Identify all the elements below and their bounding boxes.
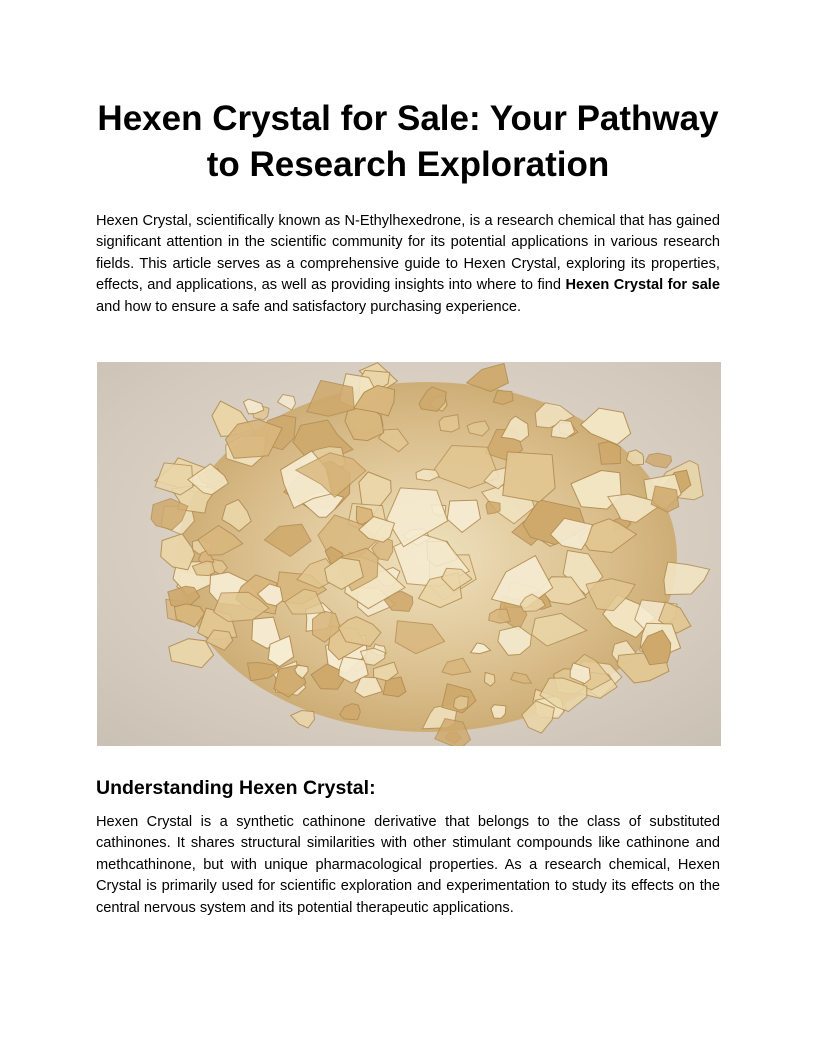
crystal-fragment	[599, 442, 621, 465]
intro-text-end: and how to ensure a safe and satisfactory purchasing experience.	[96, 298, 522, 315]
crystal-fragment	[503, 452, 555, 502]
section-paragraph: Hexen Crystal is a synthetic cathinone derivative that belongs to the class of substituted cathinones. It shares structural similarities with other stimulant compounds like cathinone and methcathinone, but with unique pharmacological properties. As a research chemical, Hexen Crystal is primarily used for scientific exploration and experimentation to study its effects on the central nervous system and its potential therapeutic applications.	[96, 814, 720, 916]
intro-bold-phrase: Hexen Crystal for sale	[565, 277, 720, 294]
intro-paragraph	[96, 211, 720, 318]
crystal-fragment	[486, 501, 500, 514]
section-heading: Understanding Hexen Crystal:	[96, 777, 376, 799]
crystal-photo	[97, 362, 721, 746]
intro-text-start: Hexen Crystal, scientifically known as N-Ethylhexedrone, is a research chemical that has gained significant attention in the scientific community for its potential applications in various research fields. This article serves as a comprehensive guide to Hexen Crystal, exploring its properties, effects, and applications, as well as providing insights into where to find	[96, 213, 720, 294]
page-title: Hexen Crystal for Sale: Your Pathway to Research Exploration	[97, 99, 719, 184]
crystal-fragment	[453, 696, 468, 710]
crystal-fragment	[491, 705, 506, 718]
